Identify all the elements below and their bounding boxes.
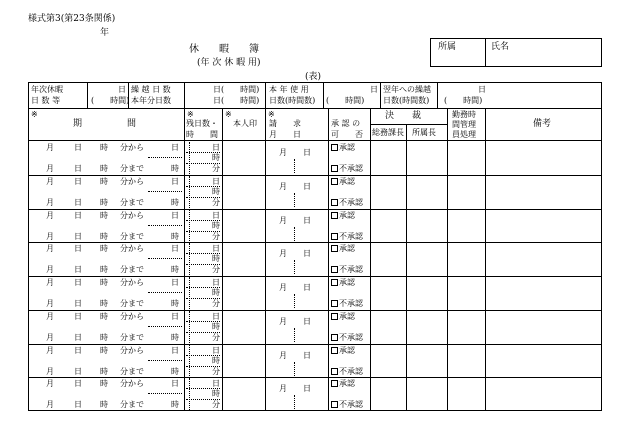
period-from: 月 bbox=[46, 143, 54, 152]
name-label: 氏名 bbox=[491, 42, 510, 52]
disapprove-checkbox[interactable]: 不承認 bbox=[331, 233, 363, 241]
disapprove-checkbox[interactable]: 不承認 bbox=[331, 334, 363, 342]
request-month: 月 bbox=[279, 181, 287, 191]
period-from: 月 bbox=[46, 210, 54, 220]
disapprove-checkbox[interactable]: 不承認 bbox=[331, 300, 363, 308]
period-from: 月 bbox=[46, 379, 54, 389]
header-approval: 承 認 の bbox=[331, 119, 361, 128]
dept-label: 所属 bbox=[438, 42, 457, 52]
page-subtitle: (年 次 休 暇 用) bbox=[197, 58, 261, 68]
request-month: 月 bbox=[279, 384, 287, 394]
header-request: 請 求 bbox=[269, 119, 301, 128]
header-balance: 残日数・ bbox=[186, 119, 218, 128]
approve-checkbox[interactable]: 承認 bbox=[331, 144, 355, 152]
header-remarks: 備考 bbox=[533, 119, 552, 129]
approve-checkbox[interactable]: 承認 bbox=[331, 380, 355, 388]
request-month: 月 bbox=[279, 148, 287, 157]
approve-checkbox[interactable]: 承認 bbox=[331, 245, 355, 253]
approve-checkbox[interactable]: 承認 bbox=[331, 313, 355, 321]
disapprove-checkbox[interactable]: 不承認 bbox=[331, 165, 363, 173]
period-from: 月 bbox=[46, 176, 54, 186]
approve-checkbox[interactable]: 承認 bbox=[331, 178, 355, 186]
year-label: 年 bbox=[100, 28, 110, 38]
header-attendance: 勤務時 bbox=[452, 110, 476, 119]
request-month: 月 bbox=[279, 215, 287, 225]
header-dept-head: 所属長 bbox=[412, 128, 436, 137]
disapprove-checkbox[interactable]: 不承認 bbox=[331, 266, 363, 274]
summary-next-year: 翌年への繰越 bbox=[383, 85, 431, 94]
approve-checkbox[interactable]: 承認 bbox=[331, 212, 355, 220]
header-seal: 本人印 bbox=[233, 119, 257, 128]
period-from: 月 bbox=[46, 278, 54, 287]
summary-used: 本 年 使 用 bbox=[269, 85, 309, 94]
period-from: 月 bbox=[46, 244, 54, 254]
period-to: 月 bbox=[46, 332, 54, 342]
approve-checkbox[interactable]: 承認 bbox=[331, 347, 355, 355]
period-to: 月 bbox=[46, 231, 54, 241]
period-to: 月 bbox=[46, 164, 54, 173]
header-decision: 決 裁 bbox=[385, 111, 422, 121]
star-mark: ※ bbox=[31, 110, 38, 119]
period-to: 月 bbox=[46, 366, 54, 376]
front-side-label: (表) bbox=[305, 72, 322, 82]
request-month: 月 bbox=[279, 283, 287, 292]
period-to: 月 bbox=[46, 197, 54, 207]
disapprove-checkbox[interactable]: 不承認 bbox=[331, 368, 363, 376]
summary-carryover: 繰 越 日 数 bbox=[131, 85, 171, 94]
period-to: 月 bbox=[46, 265, 54, 275]
period-to: 月 bbox=[46, 299, 54, 308]
period-to: 月 bbox=[46, 400, 54, 410]
summary-annual-leave: 年次休暇 bbox=[31, 85, 63, 94]
header-period: 期 間 bbox=[73, 119, 137, 129]
request-month: 月 bbox=[279, 350, 287, 360]
leave-table bbox=[28, 82, 602, 411]
request-month: 月 bbox=[279, 316, 287, 326]
request-month: 月 bbox=[279, 249, 287, 259]
approve-checkbox[interactable]: 承認 bbox=[331, 279, 355, 287]
disapprove-checkbox[interactable]: 不承認 bbox=[331, 401, 363, 409]
header-general-manager: 総務課長 bbox=[372, 128, 404, 137]
disapprove-checkbox[interactable]: 不承認 bbox=[331, 199, 363, 207]
page-title: 休 暇 簿 bbox=[189, 44, 259, 55]
period-from: 月 bbox=[46, 345, 54, 355]
form-number: 様式第3(第23条関係) bbox=[28, 14, 116, 24]
period-from: 月 bbox=[46, 311, 54, 321]
